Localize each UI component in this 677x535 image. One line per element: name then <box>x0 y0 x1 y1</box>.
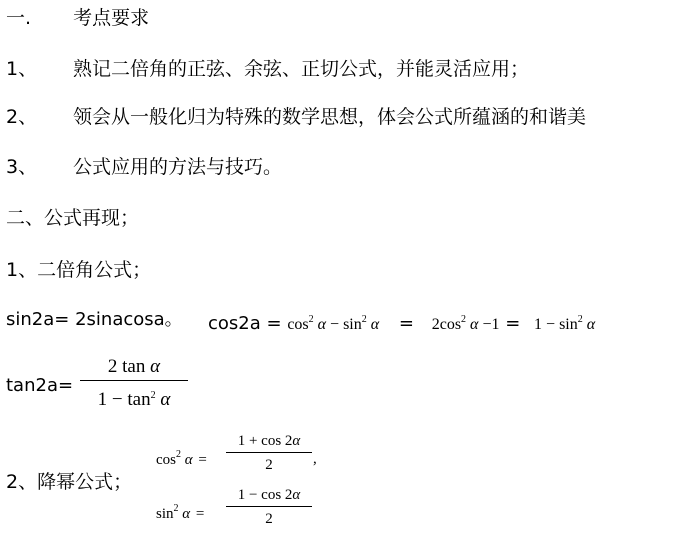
formula-heading-1: 1、二倍角公式； <box>6 259 152 281</box>
item-text: 领会从一般化归为特殊的数学思想，体会公式所蕴涵的和谐美 <box>73 106 587 128</box>
cos2a-formula <box>208 308 595 337</box>
tan2a-fraction <box>80 354 188 415</box>
comma: , <box>313 451 317 467</box>
equals-sign: = <box>398 313 414 334</box>
list-item-1 <box>6 57 529 81</box>
cos-sq-fraction <box>226 430 312 477</box>
item-number: 3、 <box>6 156 38 178</box>
cos2a-label: cos2a = <box>208 313 282 334</box>
item-text: 熟记二倍角的正弦、余弦、正切公式，并能灵活应用； <box>73 58 530 80</box>
sin-sq-denominator: 2 <box>226 506 312 531</box>
tan2a-label: tan2a= <box>6 375 74 396</box>
cos2a-expr-1: $\cos^2 \alpha - \sin^2 \alpha$ <box>287 314 380 333</box>
tan2a-denominator: $1 - \tan^2 \alpha$ <box>80 380 188 415</box>
cos-sq-lhs: $\cos^2 \alpha$ = <box>156 449 207 468</box>
section-number: 一. <box>6 7 32 29</box>
cos-sq-denominator: 2 <box>226 452 312 477</box>
item-number: 1、 <box>6 58 38 80</box>
list-item-2 <box>6 105 586 129</box>
item-text: 公式应用的方法与技巧。 <box>73 156 283 178</box>
tan2a-numerator: 2 tan α <box>107 356 161 377</box>
item-number: 2、 <box>6 106 38 128</box>
section-2-heading: 二、公式再现； <box>6 207 140 229</box>
equals-sign: = <box>505 313 521 334</box>
formula-heading-2: 2、降幂公式； <box>6 471 133 493</box>
sin-sq-fraction <box>226 484 312 531</box>
list-item-3 <box>6 155 282 179</box>
sin2a-formula: sin2a= 2sinacosa。 <box>6 309 183 330</box>
sin-sq-numerator: 1 − cos 2α <box>237 487 301 503</box>
cos2a-expr-3: $1 - \sin^2 \alpha$ <box>534 314 596 333</box>
section-title: 考点要求 <box>73 7 150 29</box>
section-1-heading <box>6 6 149 30</box>
cos2a-expr-2: $2\cos^2$ α −1 <box>431 314 500 333</box>
sin-sq-lhs: $\sin^2 \alpha$ = <box>156 503 205 522</box>
cos-sq-numerator: 1 + cos 2α <box>237 433 301 449</box>
